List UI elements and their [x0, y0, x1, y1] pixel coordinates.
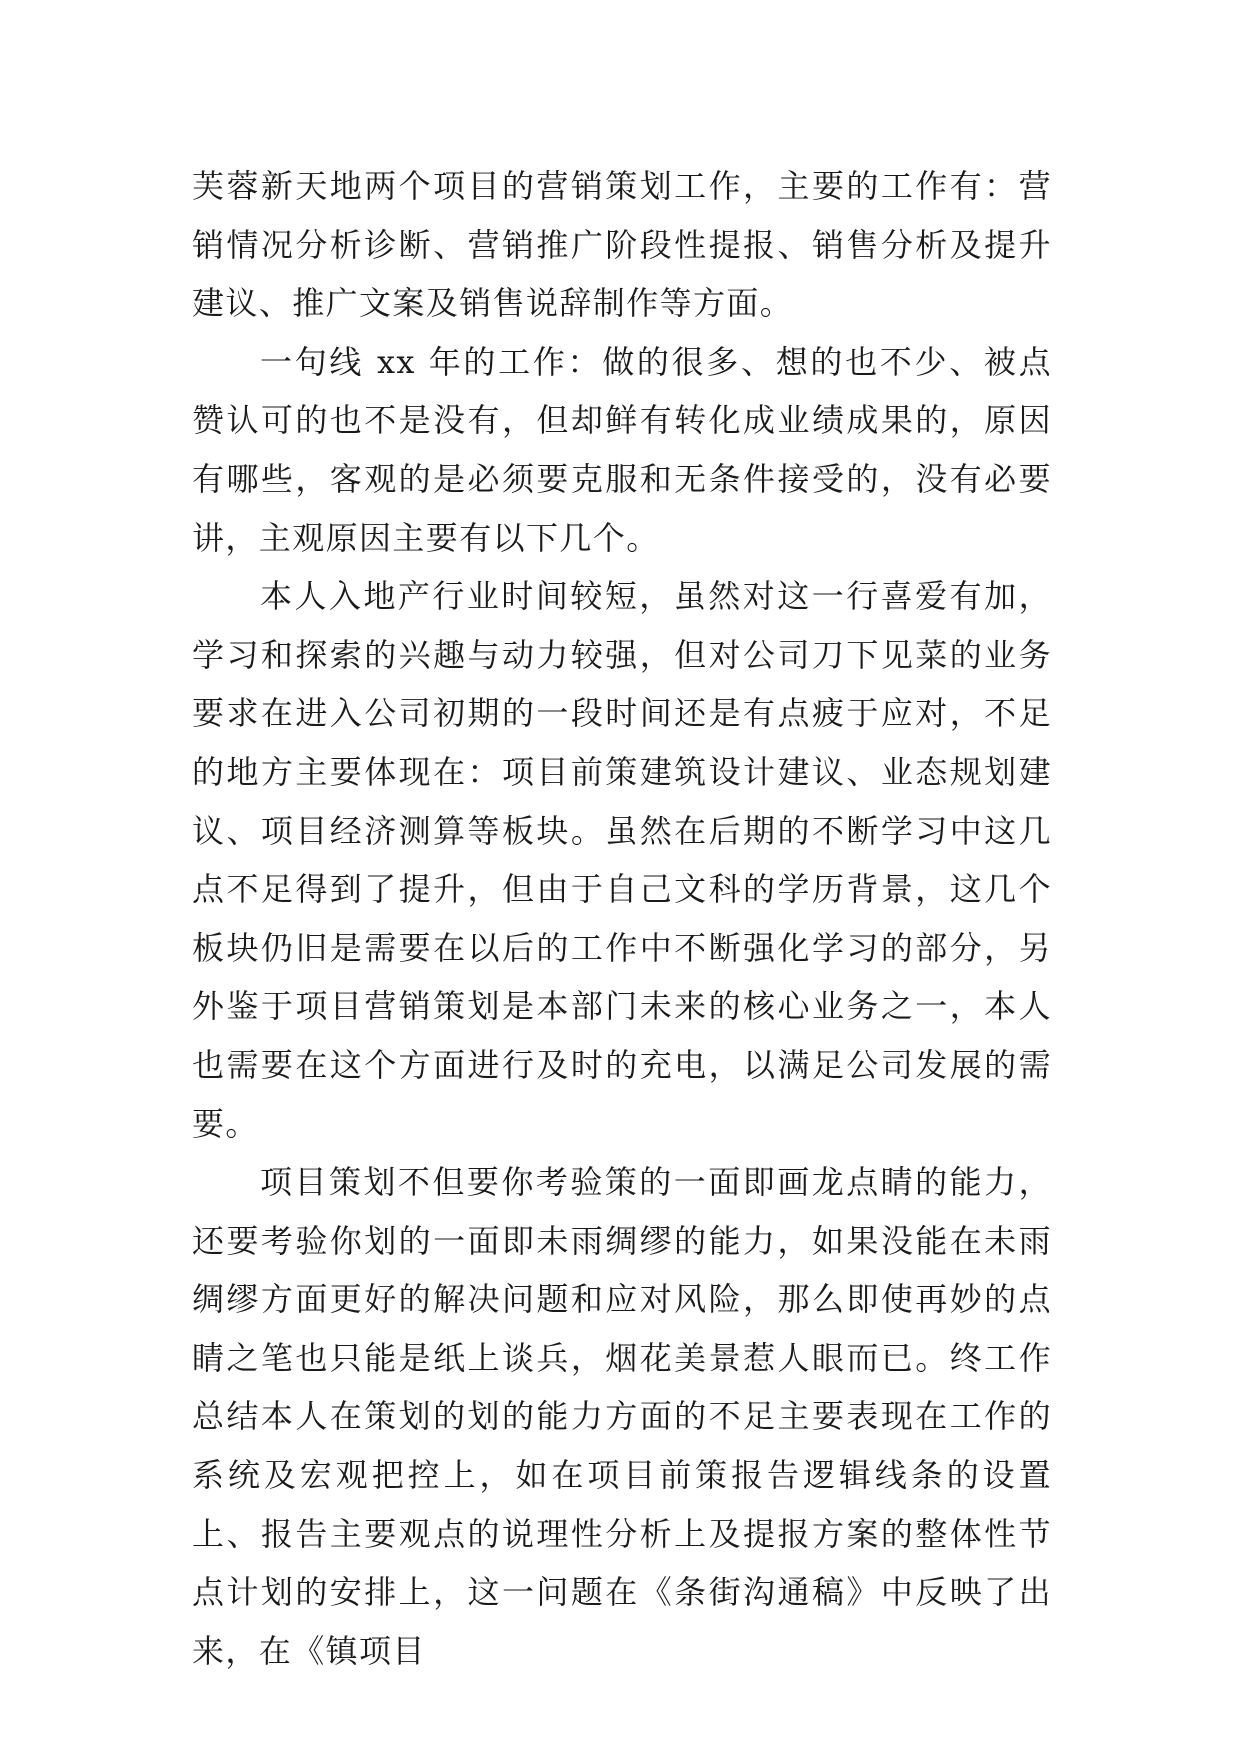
- document-body: [192, 157, 1052, 1680]
- paragraph-3: 本人入地产行业时间较短，虽然对这一行喜爱有加，学习和探索的兴趣与动力较强，但对公司刀下见菜的业务要求在进入公司初期的一段时间还是有点疲于应对，不足的地方主要体现在：项目前策建筑设计建议、业态规划建议、项目经济测算等板块。虽然在后期的不断学习中这几点不足得到了提升，但由于自己文科的学历背景，这几个板块仍旧是需要在以后的工作中不断强化学习的部分，另外鉴于项目营销策划是本部门未来的核心业务之一，本人也需要在这个方面进行及时的充电，以满足公司发展的需要。: [192, 577, 1052, 1143]
- paragraph-2: 一句线 xx 年的工作：做的很多、想的也不少、被点赞认可的也不是没有，但却鲜有转化成业绩成果的，原因有哪些，客观的是必须要克服和无条件接受的，没有必要讲，主观原因主要有以下几个。: [192, 342, 1052, 557]
- paragraph-1: 芙蓉新天地两个项目的营销策划工作，主要的工作有：营销情况分析诊断、营销推广阶段性提报、销售分析及提升建议、推广文案及销售说辞制作等方面。: [192, 167, 1052, 323]
- paragraph-4: 项目策划不但要你考验策的一面即画龙点睛的能力，还要考验你划的一面即未雨绸缪的能力，如果没能在未雨绸缪方面更好的解决问题和应对风险，那么即使再妙的点睛之笔也只能是纸上谈兵，烟花美景惹人眼而已。终工作总结本人在策划的划的能力方面的不足主要表现在工作的系统及宏观把控上，如在项目前策报告逻辑线条的设置上、报告主要观点的说理性分析上及提报方案的整体性节点计划的安排上，这一问题在《条街沟通稿》中反映了出来，在《镇项目: [192, 1163, 1052, 1670]
